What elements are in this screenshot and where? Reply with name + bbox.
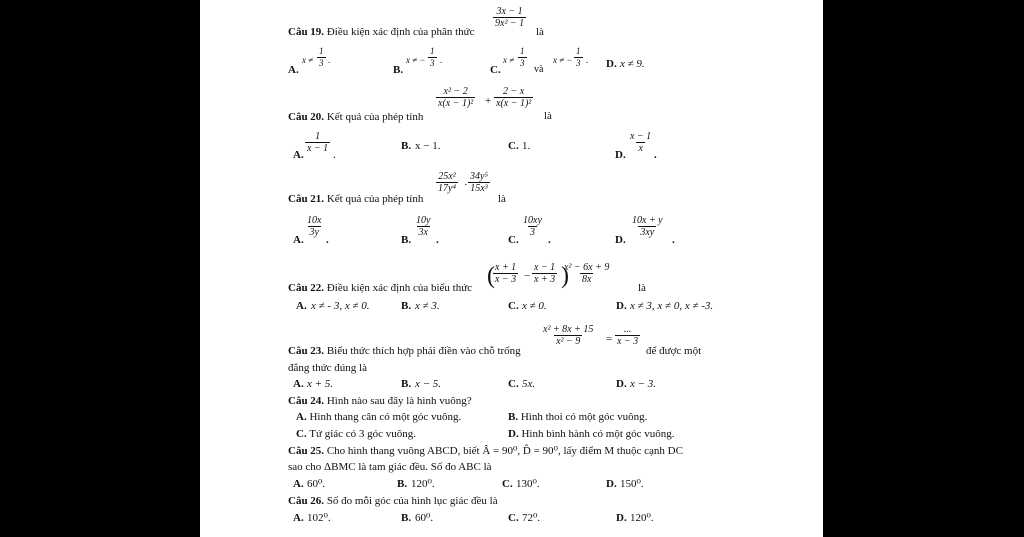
q20-option-c-label: C. (508, 140, 519, 152)
q19-option-c-pre2: x ≠ − (553, 55, 573, 65)
q24-option-d (508, 428, 675, 440)
q26-stem (288, 495, 498, 507)
q23-f1-den: x² − 9 (556, 336, 581, 347)
q20-option-d-label: D. (615, 149, 626, 161)
q23-equals: = (606, 333, 613, 345)
q26-option-a-label: A. (293, 512, 304, 524)
q19-option-d-label: D. (606, 58, 617, 70)
q22-option-b-text: x ≠ 3. (415, 300, 440, 312)
q20-f1-num: x² − 2 (443, 86, 468, 97)
q22-minus: − (524, 270, 531, 282)
q19-option-a-post: . (328, 55, 331, 65)
q22-text: Điều kiện xác định của biểu thức (326, 282, 473, 294)
q24-option-a (296, 411, 461, 423)
q21-a-den: 3y (309, 227, 319, 238)
q25-option-d-text: 150⁰. (620, 478, 644, 490)
q20-fraction-2 (494, 86, 533, 109)
q20-option-a-label: A. (293, 149, 304, 161)
q23-option-d-text: x − 3. (630, 378, 657, 390)
q25-option-d-label: D. (606, 478, 617, 490)
q21-f1-num: 25x² (438, 171, 456, 182)
q21-dot: · (464, 179, 468, 191)
q22-f2-num: x − 1 (534, 262, 556, 273)
q21-option-b-frac (414, 215, 432, 238)
q19-c-num: 1 (520, 46, 525, 56)
q23-f1-num: x² + 8x + 15 (543, 324, 594, 335)
q23-option-c-label: C. (508, 378, 519, 390)
q21-f1-den: 17y⁴ (438, 183, 456, 194)
q26-option-c-text: 72⁰. (522, 512, 541, 524)
q22-option-d-label: D. (616, 300, 627, 312)
q25-label: Câu 25. (288, 445, 325, 457)
q23-option-b-label: B. (401, 378, 412, 390)
q25-option-b-label: B. (397, 478, 408, 490)
q19-option-c-pre: x ≠ (503, 55, 515, 65)
q19-c-den: 3 (520, 58, 525, 68)
q22-left-paren: ( (487, 263, 495, 289)
q19-option-b-frac (428, 46, 437, 69)
q20-d-den: x (638, 143, 643, 154)
q20-option-d-frac (628, 131, 653, 154)
q22-fraction-3 (562, 262, 611, 285)
q20-a-num: 1 (315, 131, 321, 142)
q19-frac-num: 3x − 1 (496, 6, 523, 17)
q25-option-c-text: 130⁰. (516, 478, 540, 490)
q25-text: Cho hình thang vuông ABCD, biết Â = 90⁰, D̂ = 90⁰, lấy điểm M thuộc cạnh DC (326, 445, 683, 457)
q21-option-a-post: . (326, 234, 329, 246)
q19-option-b-label: B. (393, 64, 404, 76)
q23-line2: đẳng thức đúng là (288, 362, 367, 374)
q25-option-c-label: C. (502, 478, 513, 490)
q19-option-c-and: và (534, 64, 544, 75)
q21-c-num: 10xy (523, 215, 542, 226)
q21-option-d-post: . (672, 234, 675, 246)
q21-f2-num: 34y⁵ (470, 171, 488, 182)
q19-b-num: 1 (430, 46, 435, 56)
q20-plus: + (485, 95, 492, 107)
q22-option-c-label: C. (508, 300, 519, 312)
q23-fraction-2 (615, 324, 640, 347)
q22-option-c-text: x ≠ 0. (522, 300, 547, 312)
q25-option-a-label: A. (293, 478, 304, 490)
q26-option-d-label: D. (616, 512, 627, 524)
q23-option-a-text: x + 5. (307, 378, 334, 390)
q21-stem (288, 193, 423, 205)
q23-text: Biểu thức thích hợp phải điền vào chỗ trống (326, 345, 521, 357)
q23-f2-den: x − 3 (617, 336, 639, 347)
q21-d-num: 10x + y (632, 215, 663, 226)
q23-stem (288, 345, 521, 357)
q22-f3-den: 8x (581, 274, 592, 285)
q22-f3-num: x² − 6x + 9 (564, 262, 610, 273)
q19-c-den2: 3 (576, 58, 581, 68)
q22-f1-den: x − 3 (495, 274, 517, 285)
q19-option-c-post: . (586, 55, 589, 65)
q20-f1-den: x(x − 1)² (438, 98, 474, 109)
q25-option-b-text: 120⁰. (411, 478, 435, 490)
q21-option-c-post: . (548, 234, 551, 246)
q21-d-den: 3xy (640, 227, 655, 238)
q20-label: Câu 20. (288, 111, 325, 123)
q24-option-d-label: D. (508, 428, 519, 440)
q19-option-a-frac (317, 46, 326, 69)
q21-option-b-post: . (436, 234, 439, 246)
q21-option-b-label: B. (401, 234, 412, 246)
q19-a-den: 3 (319, 58, 324, 68)
q21-option-c-frac (521, 215, 544, 238)
q26-option-d-text: 120⁰. (630, 512, 654, 524)
q21-label: Câu 21. (288, 193, 325, 205)
q23-option-d-label: D. (616, 378, 627, 390)
q20-a-den: x − 1 (307, 143, 329, 154)
q24-option-c (296, 428, 416, 440)
q26-text: Số đo mỗi góc của hình lục giác đều là (326, 495, 498, 507)
q19-frac-den: 9x² − 1 (495, 18, 525, 29)
q22-option-b-label: B. (401, 300, 412, 312)
q20-d-num: x − 1 (630, 131, 652, 142)
q22-f1-num: x + 1 (495, 262, 517, 273)
q22-label: Câu 22. (288, 282, 325, 294)
document-page (200, 0, 823, 537)
q19-label: Câu 19. (288, 26, 325, 38)
q20-tail: là (544, 110, 552, 122)
q24-option-b-label: B. (508, 411, 519, 423)
q20-fraction-1 (436, 86, 475, 109)
q24-option-c-text: Tứ giác có 3 góc vuông. (309, 428, 417, 440)
q21-fraction-1 (436, 171, 458, 194)
q22-option-a-text: x ≠ - 3, x ≠ 0. (311, 300, 370, 312)
q21-b-num: 10y (416, 215, 431, 226)
q23-option-b-text: x − 5. (415, 378, 442, 390)
q22-right-paren: ) (561, 263, 569, 289)
q23-fraction-1 (541, 324, 595, 347)
q19-option-b-pre: x ≠ − (406, 55, 426, 65)
q21-f2-den: 15x³ (470, 183, 488, 194)
q21-option-a-frac (305, 215, 323, 238)
q25-line2: sao cho ΔBMC là tam giác đều. Số đo ABC là (288, 461, 492, 473)
q24-stem (288, 395, 472, 407)
q21-option-d-frac (630, 215, 665, 238)
q24-option-b (508, 411, 647, 423)
q19-option-a-label: A. (288, 64, 299, 76)
q23-tail: để được một (646, 345, 702, 357)
q20-option-b-label: B. (401, 140, 412, 152)
q20-option-a-post: . (333, 149, 336, 161)
q22-fraction-1 (493, 262, 518, 285)
q19-stem (288, 26, 475, 38)
q20-text: Kết quả của phép tính (326, 111, 424, 123)
q24-label: Câu 24. (288, 395, 325, 407)
q23-option-c-text: 5x. (522, 378, 536, 390)
q19-b-den: 3 (430, 58, 435, 68)
q24-option-b-text: Hình thoi có một góc vuông. (520, 411, 648, 423)
q24-text: Hình nào sau đây là hình vuông? (326, 395, 472, 407)
q19-option-c-frac2 (574, 46, 583, 69)
q19-option-c-label: C. (490, 64, 501, 76)
q19-option-d-text: x ≠ 9. (620, 58, 645, 70)
q26-option-b-label: B. (401, 512, 412, 524)
q26-option-a-text: 102⁰. (307, 512, 331, 524)
q24-option-a-label: A. (296, 411, 307, 423)
q24-option-d-text: Hình bình hành có một góc vuông. (521, 428, 675, 440)
q24-option-a-text: Hình thang cân có một góc vuông. (309, 411, 462, 423)
q24-option-c-label: C. (296, 428, 307, 440)
q19-tail: là (536, 26, 544, 38)
q21-tail: là (498, 193, 506, 205)
q22-fraction-2 (532, 262, 557, 285)
q20-f2-den: x(x − 1)² (496, 98, 532, 109)
q26-label: Câu 26. (288, 495, 325, 507)
q21-option-d-label: D. (615, 234, 626, 246)
q20-option-b-text: x − 1. (415, 140, 441, 152)
q25-option-a-text: 60⁰. (307, 478, 326, 490)
q21-fraction-2 (468, 171, 490, 194)
q19-a-num: 1 (319, 46, 324, 56)
q21-b-den: 3x (418, 227, 428, 238)
q20-option-d-post: . (654, 149, 657, 161)
q21-c-den: 3 (529, 227, 535, 238)
q21-option-c-label: C. (508, 234, 519, 246)
q23-label: Câu 23. (288, 345, 325, 357)
q21-text: Kết quả của phép tính (326, 193, 424, 205)
q23-f2-num: ... (623, 324, 632, 335)
q20-stem (288, 111, 423, 123)
q26-option-b-text: 60⁰. (415, 512, 434, 524)
q22-tail: là (638, 282, 646, 294)
q22-f2-den: x + 3 (534, 274, 556, 285)
q20-option-c-text: 1. (522, 140, 531, 152)
q22-stem (288, 282, 472, 294)
q19-text: Điều kiện xác định của phân thức (326, 26, 475, 38)
q19-option-b-post: . (440, 55, 443, 65)
q19-option-c-frac (518, 46, 527, 69)
q22-option-d-text: x ≠ 3, x ≠ 0, x ≠ -3. (630, 300, 714, 312)
q19-c-num2: 1 (576, 46, 581, 56)
q20-option-a-frac (305, 131, 330, 154)
q19-option-a-pre: x ≠ (302, 55, 314, 65)
q23-option-a-label: A. (293, 378, 304, 390)
q21-a-num: 10x (307, 215, 322, 226)
q26-option-c-label: C. (508, 512, 519, 524)
q20-f2-num: 2 − x (503, 86, 525, 97)
q22-option-a-label: A. (296, 300, 307, 312)
q25-stem (288, 445, 683, 457)
q19-fraction (493, 6, 526, 29)
q21-option-a-label: A. (293, 234, 304, 246)
